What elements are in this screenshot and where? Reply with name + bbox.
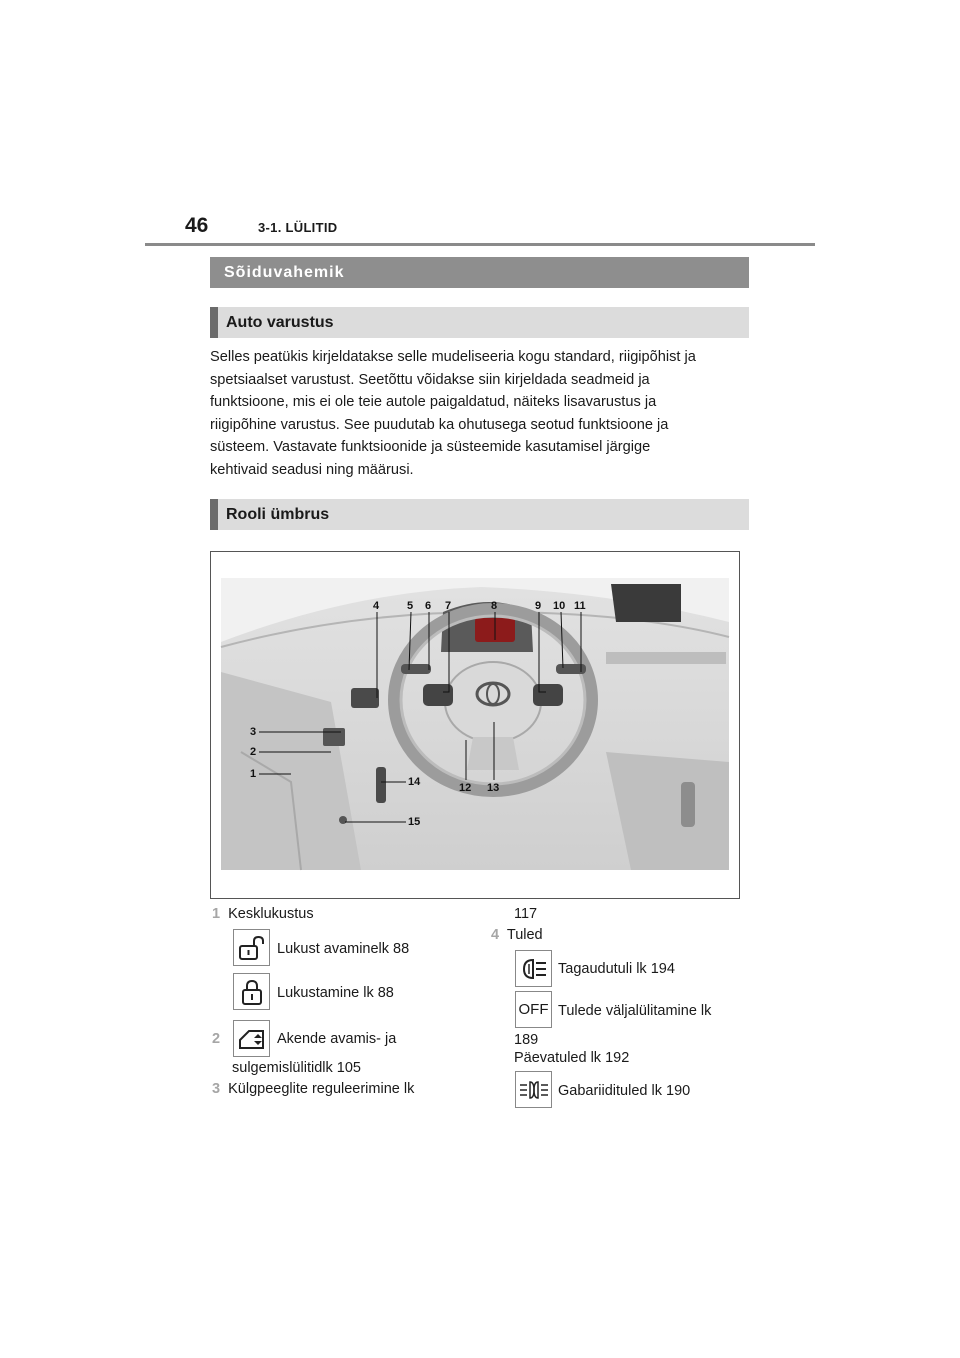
legend-lock: Lukustamine lk 88: [277, 985, 394, 1001]
legend-unlock: Lukust avaminelk 88: [277, 941, 410, 957]
legend-lights-off: Tulede väljalülitamine lk: [558, 1003, 712, 1019]
intro-line: kehtivaid seadusi ning määrusi.: [210, 461, 414, 478]
legend-number: 4: [491, 927, 500, 943]
callout-4: 4: [373, 600, 380, 612]
legend-label: Kesklukustus: [228, 906, 314, 922]
intro-line: süsteem. Vastavate funktsioonide ja süsteemide kasutamisel järgige: [210, 439, 651, 456]
intro-line: riigipõhine varustus. See puudutab ka ohutusega seotud funktsioone ja: [210, 416, 669, 433]
legend-number-2: [212, 1030, 220, 1048]
intro-line: Selles peatükis kirjeldatakse selle mudeliseeria kogu standard, riigipõhist ja: [210, 349, 696, 365]
callout-10: 10: [553, 600, 566, 612]
heading-auto-varustus: Auto varustus: [210, 307, 749, 338]
rear-fog-light-icon: [515, 950, 552, 987]
callout-9: 9: [535, 600, 542, 612]
callout-8: 8: [491, 600, 498, 612]
legend-parking-lights: Gabariidituled lk 190: [558, 1083, 691, 1099]
legend-lights-off-cont: 189: [514, 1032, 539, 1048]
heading-soiduvahemik: Sõiduvahemik: [210, 257, 749, 288]
cockpit-illustration: [211, 552, 739, 898]
legend-number: 2: [212, 1031, 221, 1047]
off-icon: OFF: [515, 991, 552, 1028]
callout-15: 15: [408, 816, 421, 828]
legend-label-2: Akende avamis- ja: [277, 1031, 397, 1047]
window-switch-icon: [233, 1020, 270, 1057]
legend-item-1: [212, 905, 314, 923]
legend-label: Tuled: [506, 927, 543, 943]
legend-item-3: [212, 1080, 414, 1098]
legend-label-2-cont: sulgemislülitidlk 105: [232, 1060, 361, 1076]
parking-light-icon: [515, 1071, 552, 1108]
legend-rear-fog: Tagaudutuli lk 194: [558, 961, 675, 977]
callout-6: 6: [425, 600, 432, 612]
legend-number: 1: [212, 906, 221, 922]
heading-rooli-umbrus: Rooli ümbrus: [210, 499, 749, 530]
callout-1: 1: [250, 768, 257, 780]
callout-3: 3: [250, 726, 257, 738]
unlock-icon: [233, 929, 270, 966]
callout-2: 2: [250, 746, 257, 758]
callout-11: 11: [574, 600, 586, 612]
legend-daytime-lights: Päevatuled lk 192: [514, 1050, 630, 1066]
callout-12: 12: [459, 782, 472, 794]
steering-wheel-diagram: [210, 551, 740, 899]
legend-label-3-cont: 117: [514, 906, 538, 922]
legend-number: 3: [212, 1081, 221, 1097]
intro-paragraph: [210, 346, 755, 482]
callout-7: 7: [445, 600, 452, 612]
header-divider: [145, 243, 815, 246]
callout-5: 5: [407, 600, 414, 612]
callout-14: 14: [408, 776, 421, 788]
legend-item-4: [491, 926, 543, 944]
intro-line: spetsiaalset varustust. Seetõttu võidakse siin kirjeldada seadmeid ja: [210, 371, 650, 388]
page-number: 46: [185, 214, 209, 237]
legend-label: Külgpeeglite reguleerimine lk: [228, 1081, 415, 1097]
lock-icon: [233, 973, 270, 1010]
intro-line: funktsioone, mis ei ole teie autole paigaldatud, näiteks lisavarustus ja: [210, 394, 657, 411]
callout-13: 13: [487, 782, 500, 794]
section-title: 3-1. LÜLITID: [258, 220, 338, 235]
